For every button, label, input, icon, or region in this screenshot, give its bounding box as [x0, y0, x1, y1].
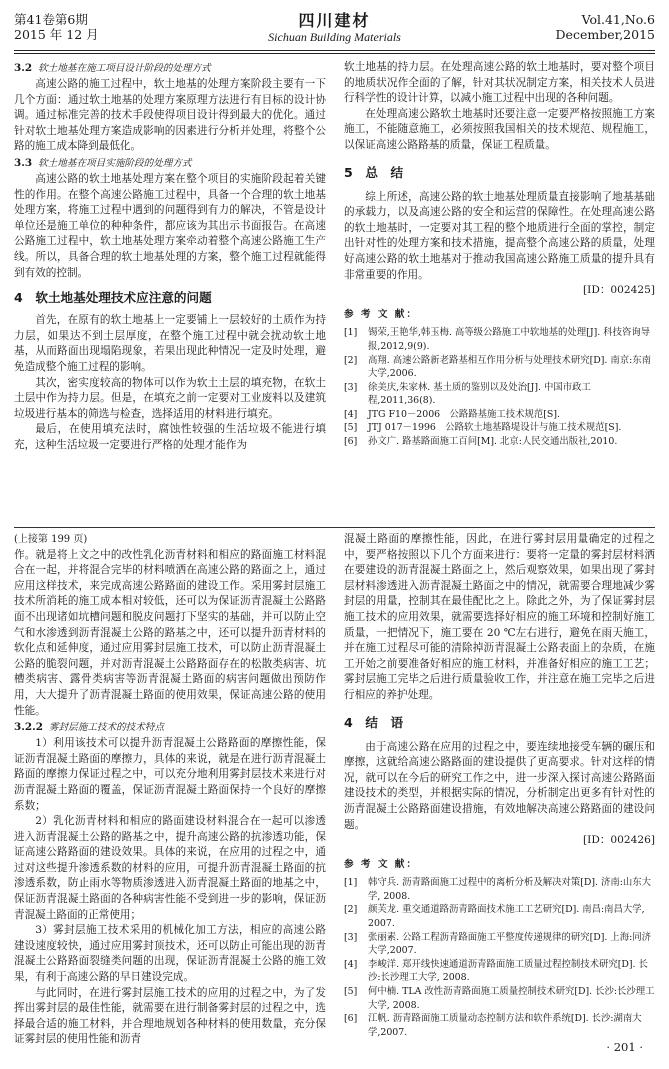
reference-text: JTG F10－2006 公路路基施工技术规范[S].	[368, 408, 560, 420]
reference-text: 何中楠. TLA 改性沥青路面施工质量控制技术研究[D]. 长沙:长沙理工大学, 2008.	[368, 986, 655, 1011]
date-cn: 2015 年 12 月	[14, 27, 99, 42]
reference-number: [6]	[344, 436, 358, 448]
references-title: 参 考 文 献：	[344, 308, 418, 320]
conclusion-heading: 4 结 语	[344, 714, 404, 730]
reference-text: 徐美庆,朱家林. 基土质的鉴别以及处治[J]. 中国市政工程,2011,36(8).	[368, 381, 591, 407]
header-rule-thin	[14, 53, 655, 54]
reference-item	[344, 876, 655, 903]
paragraph: 高速公路的软土地基处理方案在整个项目的实施阶段起着关键性的作用。在整个高速公路施工过程中，具备一个合理的软土地基处理方案，将施工过程中遇到的问题得到有力的解决，不管是设计单位还是施工单位的种种条件，都应该为其出示书面报告。在高速公路施工过程中，软土地基处理方案牵动着整个高速公路施工生产线。所以，具备合理的软土地基处理的方案，整个施工过程就能得到有效的控制。	[14, 172, 326, 279]
date-en: December,2015	[555, 27, 655, 42]
reference-number: [2]	[344, 354, 358, 366]
bottom-right-column	[344, 532, 655, 1038]
paragraph: 软土地基的持力层。在处理高速公路的软土地基时，要对整个项目的地质状况作全面的了解，针对其状况制定方案，相关技术人员进行科学性的设计计算，以减小施工过程中出现的各种问题。	[344, 61, 655, 105]
volume-en: Vol.41,No.6	[581, 12, 655, 27]
section-3-3-heading: 3.3 软土地基在项目实施阶段的处理方式	[14, 156, 192, 169]
reference-text: 张丽素. 公路工程沥青路面施工平整度传递规律的研究[D]. 上海:同济大学,2007.	[368, 931, 652, 957]
reference-number: [2]	[344, 904, 358, 916]
doc-id: [ID：002426]	[583, 834, 655, 847]
reference-text: 高翔. 高速公路新老路基相互作用分析与处理技术研究[D]. 南京:东南大学,2006.	[368, 354, 652, 380]
header-right	[556, 12, 655, 42]
paragraph: 与此同时，在进行雾封层施工技术的应用的过程之中，为了发挥出雾封层的最佳性能，就需要在进行制备雾封层的过程之中，选择最合适的施工材料，并合理地规划各种材料的使用数量，充分保证雾封层的使用性能和沥青	[14, 986, 326, 1046]
reference-number: [3]	[344, 931, 358, 943]
reference-text: JTJ 017－1996 公路软土地基路堤设计与施工技术规范[S].	[368, 422, 622, 434]
paragraph: 由于高速公路在应用的过程之中，要连续地接受车辆的碾压和摩擦，这就给高速公路路面的建设提供了更高要求。针对这样的情况，就可以在今后的研究工作之中，进一步深入探讨高速公路路面建设技术的类型，并根据实际的情况，分析制定出更多有针对性的沥青混凝土公路路面建设措施，有效地解决高速公路路面的建设问题。	[344, 740, 655, 831]
bottom-left-column	[14, 532, 326, 1046]
references-title: 参 考 文 献：	[344, 858, 418, 870]
section-5-heading: 5 总 结	[344, 164, 404, 180]
references-list	[344, 876, 655, 1039]
reference-item	[344, 903, 655, 930]
doc-id: [ID：002425]	[583, 284, 655, 297]
reference-number: [5]	[344, 986, 358, 998]
paragraph: 1）利用该技术可以提升沥青混凝土公路路面的摩擦性能，保证沥青混凝土路面的摩擦力，具体的来说，就是在进行沥青混凝土路面的摩擦力保证过程之中，可以充分地利用雾封层技术来进行对沥青混凝土路面的覆盖，保证沥青混凝土路面保持一个良好的摩擦系数；	[14, 737, 326, 812]
paragraph: 作。就是将上文之中的改性乳化沥青材料和相应的路面施工材料混合在一起，并将混合完毕的材料喷洒在高速公路的路面之上，通过应用这样技术，来完成高速公路路面的建设工作。采用雾封层施工技术所消耗的施工成本相对较低，还可以为保证沥青混凝土公路路面不出现诸如坑槽问题和脱皮问题打下坚实的基础，并可以防止空气和水渗透到沥青混凝土公路的路基之中，还可以提升沥青材料的软化点和延伸度，通过应用雾封层施工技术，可以防止沥青混凝土公路的脆裂问题，并对沥青混凝土公路路面存在的松散类病害、坑槽类病害、露骨类病害等沥青混凝土路面的病害问题做出预防作用，大大提升了沥青混凝土路面的使用效果，保证高速公路的使用性能。	[14, 548, 326, 717]
reference-item	[344, 1012, 655, 1039]
journal-name-en: Sichuan Building Materials	[268, 30, 401, 44]
reference-number: [4]	[344, 408, 358, 420]
page-number: · 201 ·	[606, 1040, 643, 1054]
reference-item	[344, 354, 655, 381]
top-left-column	[14, 60, 326, 522]
reference-text: 颜芙龙. 重交通道路沥青路面技术施工工艺研究[D]. 南昌:南昌大学, 2007.	[368, 904, 645, 930]
reference-number: [4]	[344, 958, 358, 970]
section-3-2-heading: 3.2 软土地基在施工项目设计阶段的处理方式	[14, 62, 211, 74]
volume-cn: 第41卷第6期	[14, 12, 88, 27]
paragraph: 其次，密实度较高的物体可以作为软土土层的填充物，在软土土层中作为持力层。但是，在填充之前一定要对工业废料以及建筑垃圾进行基本的筛选与检查，选择适用的材料进行填充。	[14, 376, 326, 420]
paragraph: 最后，在使用填充法时，腐蚀性较强的生活垃圾不能进行填充，这种生活垃圾一定要进行严格的处理才能作为	[14, 423, 326, 451]
reference-item	[344, 958, 655, 985]
top-right-column	[344, 60, 655, 522]
reference-item	[344, 421, 655, 435]
reference-number: [5]	[344, 422, 358, 434]
header-rule	[14, 50, 655, 51]
paragraph: 高速公路的施工过程中，软土地基的处理方案阶段主要有一下几个方面：通过软土地基的处理方案原理方法进行有目标的设计协调。通过标准完善的技术手段使得项目设计得到最大的优化。通过针对软土地基处理方案造成影响的因素进行分析并处理，将整个公路的施工成本降到最低化。	[14, 78, 326, 153]
reference-number: [3]	[344, 381, 358, 393]
paragraph: 综上所述，高速公路的软土地基处理质量直接影响了地基基础的承载力，以及高速公路的安全和运营的保障性。在处理高速公路的软土地基时，一定要对其工程的整个地质进行全面的掌控，制定出针对性的处理方案和技术措施，提高整个高速公路的质量，处理好高速公路的软土地基对于推动我国高速公路施工质量的提升具有非常重要的作用。	[344, 190, 655, 281]
reference-item	[344, 326, 655, 353]
reference-item	[344, 381, 655, 408]
paragraph: 2）乳化沥青材料和相应的路面建设材料混合在一起可以渗透进入沥青混凝土公路的路基之中，提升高速公路的抗渗透功能，保证高速公路路面的建设效果。具体的来说，在应用的过程之中，通过对这些提升渗透系数的材料的应用，可提升沥青混凝土路面的抗渗透系数，防止雨水等物质渗透进入沥青混凝土路面的地基之中，保证沥青混凝土路面的各种病害性能不受到进一步的影响，保证沥青混凝土路面的正常使用；	[14, 815, 326, 921]
reference-text: 孙文广. 路基路面施工百问[M]. 北京:人民交通出版社,2010.	[368, 436, 618, 448]
reference-number: [1]	[344, 327, 358, 339]
reference-text: 韩守兵. 沥青路面施工过程中的离析分析及解决对策[D]. 济南:山东大学, 2008.	[368, 877, 652, 902]
paragraph: 3）雾封层施工技术采用的机械化加工方法，相应的高速公路建设速度较快，通过应用雾封顶技术，还可以防止可能出现的沥青混凝土公路路面裂缝类问题的出现，保证沥青混凝土公路的施工效果，有利于高速公路的早日建设完成。	[14, 924, 326, 984]
continued-note: (上接第 199 页)	[14, 534, 88, 545]
reference-number: [6]	[344, 1013, 358, 1025]
references-list	[344, 326, 655, 448]
section-4-heading: 4 软土地基处理技术应注意的问题	[14, 290, 212, 306]
journal-logo: 四川建材	[298, 11, 371, 30]
reference-item	[344, 435, 655, 449]
reference-text: 锡荣,王艳华,韩玉梅. 高等级公路施工中软地基的处理[J]. 科技咨询导报,2012,9(9).	[368, 327, 651, 352]
reference-text: 李峻洋. 郑开线快速通道沥青路面施工质量过程控制技术研究[D]. 长沙:长沙理工大学, 2008.	[368, 958, 648, 984]
reference-item	[344, 985, 655, 1012]
reference-item	[344, 408, 655, 422]
section-3-2-2-heading: 3.2.2 雾封层施工技术的技术特点	[14, 721, 165, 734]
reference-number: [1]	[344, 877, 358, 889]
paragraph: 混凝土路面的摩擦性能，因此，在进行雾封层用量确定的过程之中，要严格按照以下几个方面来进行：要将一定量的雾封层材料洒在要建设的沥青混凝土路面之上，然后观察效果，如果出现了雾封层材料渗透进入沥青混凝土路面之中的情况，就需要合理地减少雾封层的用量，控制其在最佳配比之上。除此之外，为了保证雾封层施工技术的应用效果，就需要选择好相应的施工环境和控制好施工质量，一把情况下，施工要在 20 ℃左右进行，避免在雨天施工，并在施工过程尽可能的清除掉沥青混凝土公路表面上的杂质，在施工开始之前要准备好相应的施工材料，并准备好相应的施工工艺；雾封层施工完毕之后进行质量验收工作，并注意在施工完毕之后进行相应的养护处理。	[344, 533, 655, 701]
paragraph: 首先，在原有的软土地基上一定要铺上一层较好的土质作为持力层，如果达不到土层厚度，在整个施工过程中就会扰动软土地基，从而路面出现塌陷现象，若果出现此种情况一定及时处理，避免造成整个施工过程的影响。	[14, 314, 326, 373]
reference-item	[344, 931, 655, 958]
reference-text: 江帆. 沥青路面施工质量动态控制方法和软件系统[D]. 长沙:湖南大学,2007.	[368, 1013, 642, 1038]
section-divider	[14, 527, 655, 528]
paragraph: 在处理高速公路软土地基时还要注意一定要严格按照施工方案施工，不能随意施工，必须按照我国相关的技术规范、规程施工，以保证高速公路路基的质量，保证工程质量。	[344, 107, 655, 151]
